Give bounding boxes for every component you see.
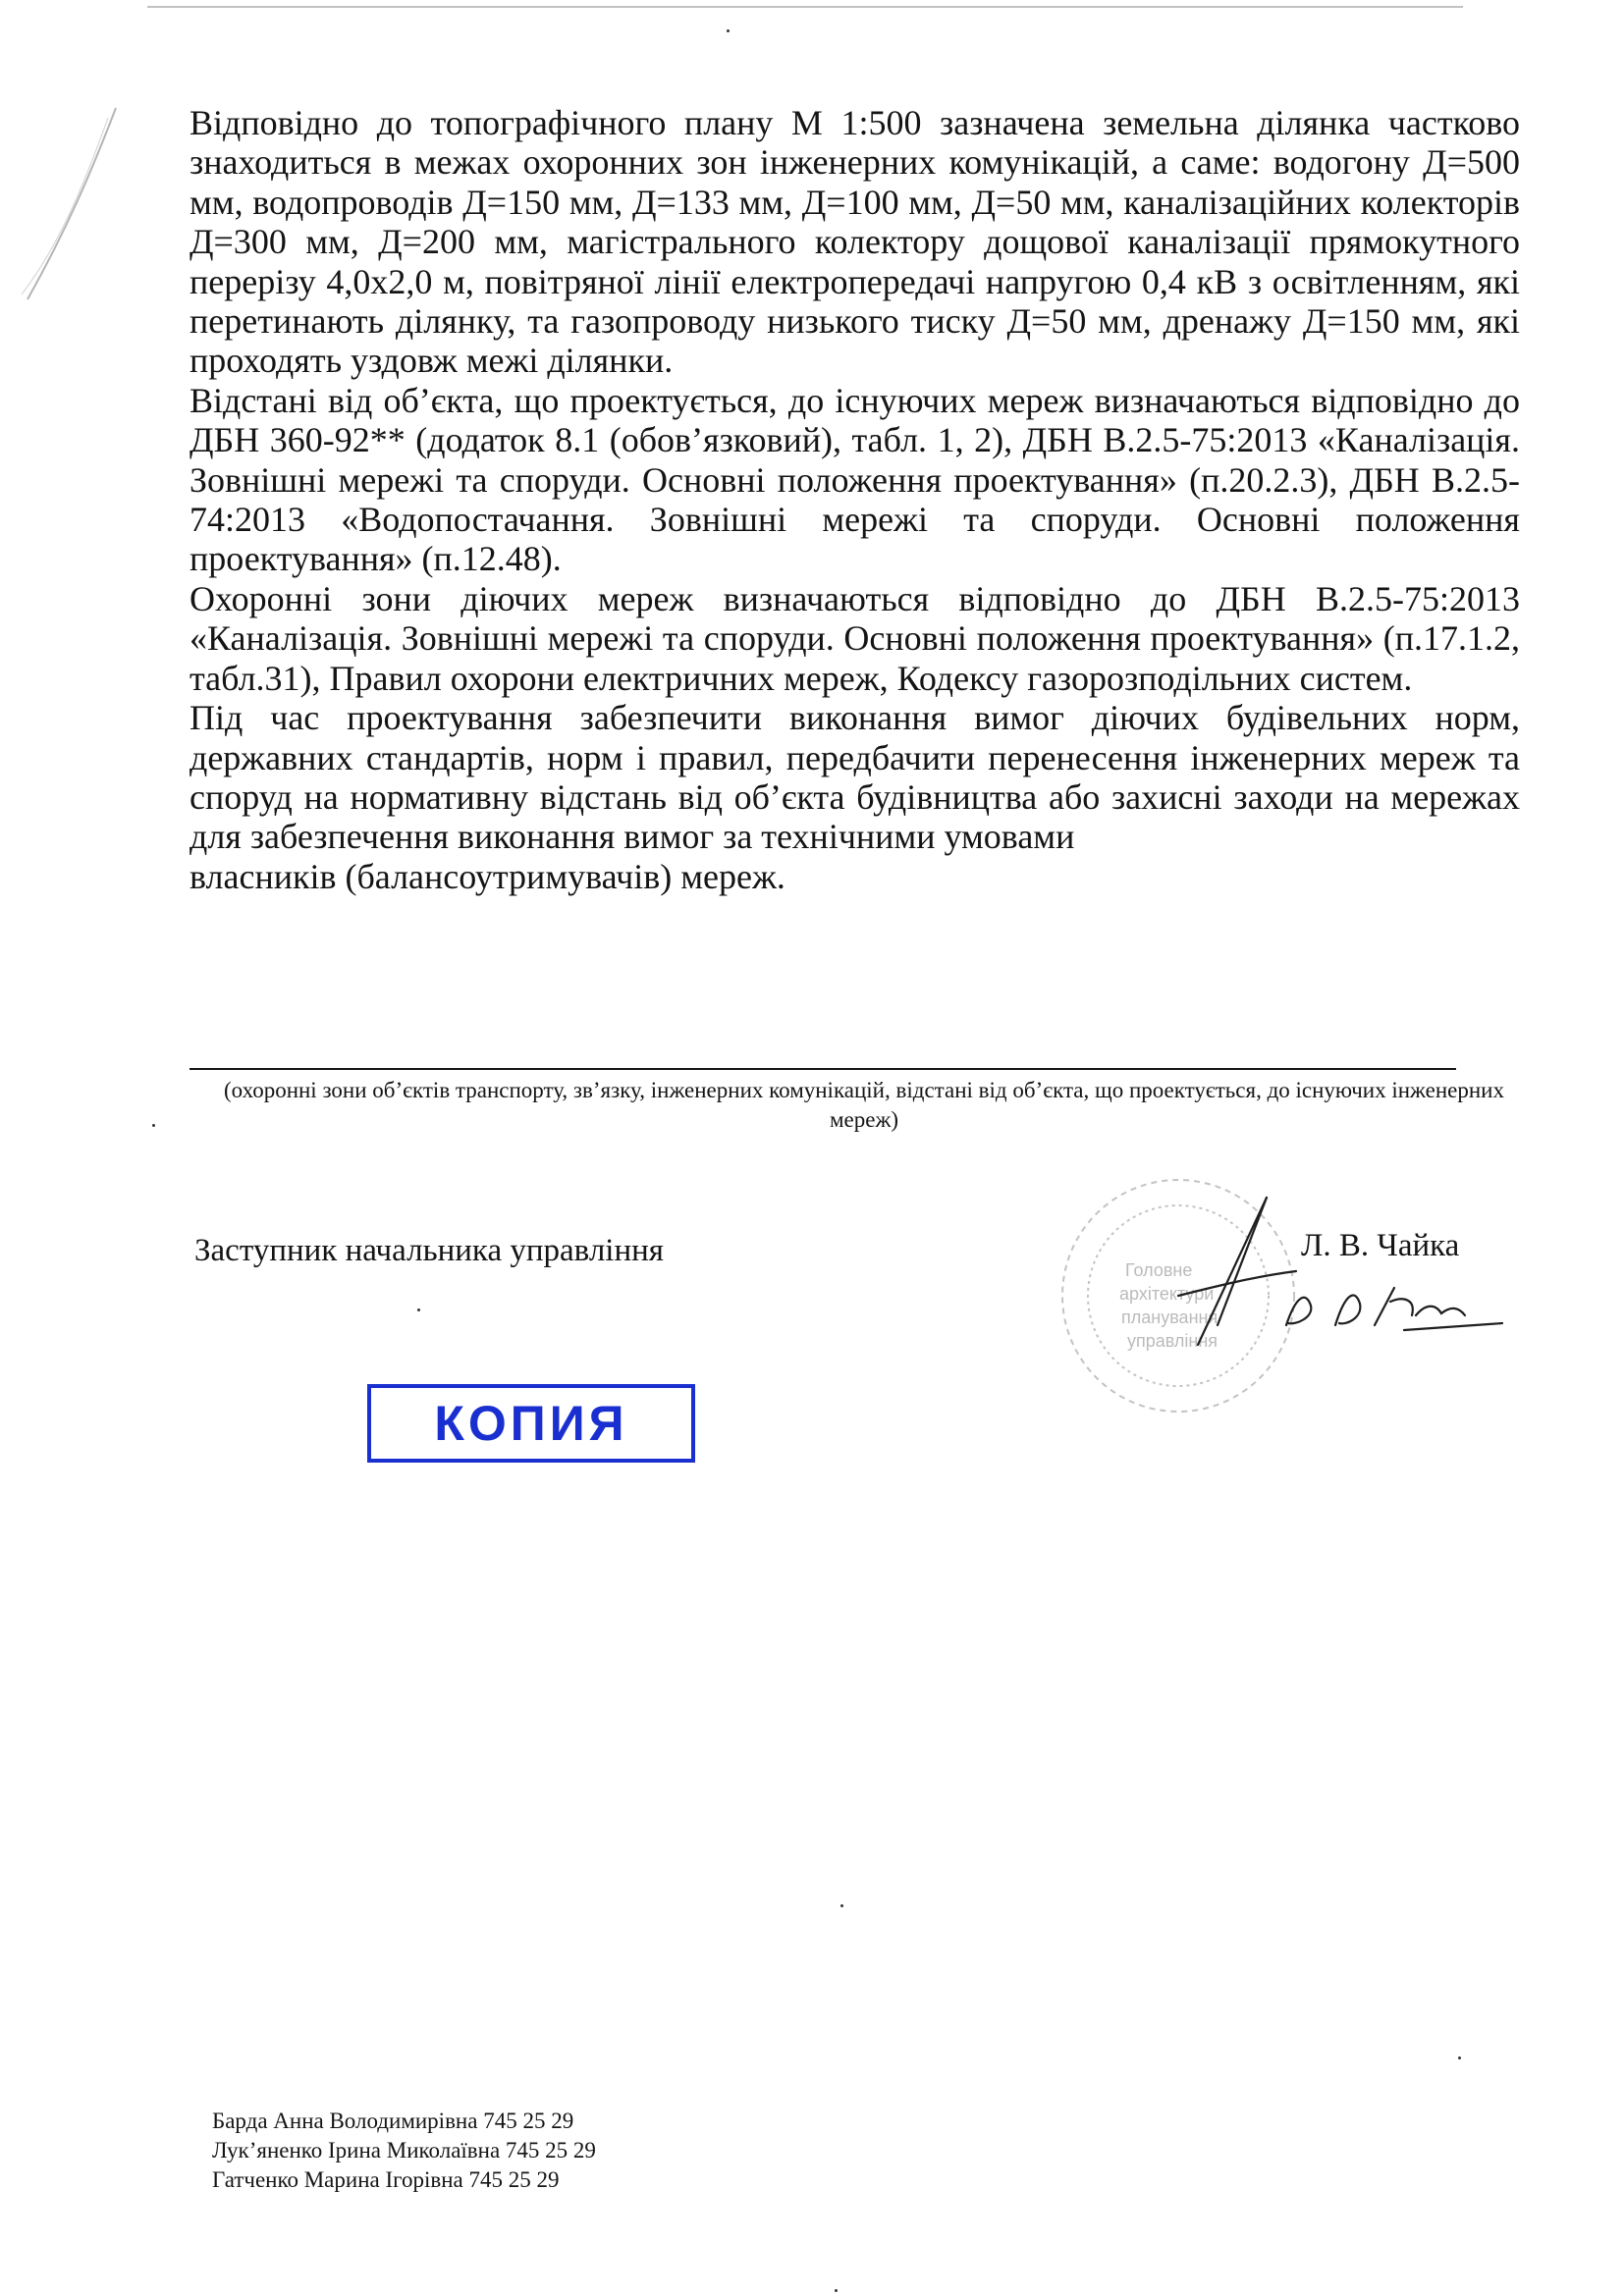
scan-speck [1458, 2056, 1461, 2059]
signer-position: Заступник начальника управління [194, 1233, 664, 1268]
scan-speck [835, 2289, 838, 2292]
scan-speck [417, 1308, 420, 1311]
signer-name: Л. В. Чайка [1301, 1228, 1460, 1263]
paragraph-design-requirements: Під час проектування забезпечити виконання вимог діючих будівельних норм, державних стандартів, норм і правил, передбачити перенесення інженерних мереж та споруд на нормативну відстань від об’єкта будівництва або захисні заходи на мережах для забезпечення виконання вимог за технічними умовами [189, 698, 1520, 857]
scan-speck [152, 1124, 155, 1127]
copy-stamp-label: КОПИЯ [434, 1396, 628, 1451]
contact-line: Барда Анна Володимирівна 745 25 29 [212, 2109, 574, 2133]
paragraph-active-networks: Охоронні зони діючих мереж визначаються відповідно до ДБН В.2.5-75:2013 «Каналізація. Зовнішні мережі та споруди. Основні положення проектування» (п.17.1.2, табл.31), Правил охорони електричних мереж, Кодексу газорозподільних систем. [189, 578, 1520, 698]
svg-text:планування: планування [1121, 1308, 1218, 1327]
copy-stamp [367, 1384, 695, 1463]
document-body [189, 103, 1520, 896]
scan-speck [727, 29, 730, 32]
underlined-closing-text: власників (балансоутримувачів) мереж. [189, 856, 785, 896]
handwritten-signature [1159, 1178, 1512, 1364]
svg-text:Головне: Головне [1125, 1260, 1193, 1280]
svg-text:архітектури: архітектури [1119, 1284, 1215, 1304]
paragraph-distances: Відстані від об’єкта, що проектується, до існуючих мереж визначаються відповідно до ДБН 360-92** (додаток 8.1 (обов’язковий), табл. 1, 2), ДБН В.2.5-75:2013 «Каналізація. Зовнішні мережі та споруди. Основні положення проектування» (п.20.2.3), ДБН В.2.5-74:2013 «Водопостачання. Зовнішні мережі та споруди. Основні положення проектування» (п.12.48). [189, 380, 1520, 579]
contact-line: Гатченко Марина Ігорівна 745 25 29 [212, 2167, 560, 2192]
contact-list [212, 2107, 596, 2195]
scan-speck [840, 1904, 843, 1907]
contact-line: Лук’яненко Ірина Миколаївна 745 25 29 [212, 2138, 596, 2163]
field-caption: (охоронні зони об’єктів транспорту, зв’язку, інженерних комунікацій, відстані від об’єкта, що проектується, до існуючих інженерних мереж) [223, 1078, 1504, 1132]
svg-text:управління: управління [1127, 1331, 1218, 1351]
paragraph-protection-zones: Відповідно до топографічного плану М 1:500 зазначена земельна ділянка частково знаходиться в межах охоронних зон інженерних комунікацій, а саме: водогону Д=500 мм, водопроводів Д=150 мм, Д=133 мм, Д=100 мм, Д=50 мм, каналізаційних колекторів Д=300 мм, Д=200 мм, магістрального колектору дощової каналізації прямокутного перерізу 4,0х2,0 м, повітряної лінії електропередачі напругою 0,4 кВ з освітленням, які перетинають ділянку, та газопроводу низького тиску Д=50 мм, дренажу Д=150 мм, які проходять уздовж межі ділянки. [189, 103, 1520, 381]
fill-in-line [189, 1068, 1456, 1070]
scan-edge-line [147, 6, 1463, 8]
